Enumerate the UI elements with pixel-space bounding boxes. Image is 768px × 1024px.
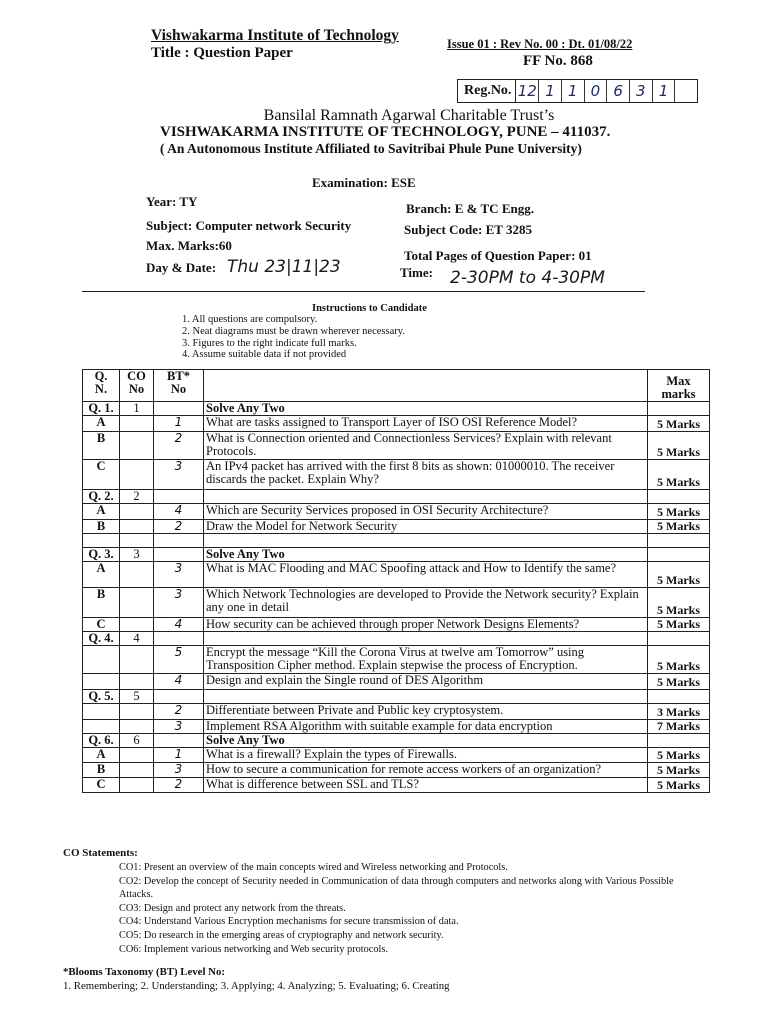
question-row (83, 562, 710, 588)
question-number (83, 720, 120, 734)
reg-digit: 1 (653, 80, 676, 102)
time-value: 2-30PM to 4-30PM (450, 268, 605, 288)
ff-number: FF No. 868 (523, 53, 593, 69)
reg-digit: 12 (516, 80, 539, 102)
question-text (204, 632, 648, 646)
co-number (120, 520, 154, 534)
question-number: A (83, 748, 120, 763)
bt-level: 3 (154, 562, 204, 588)
question-row (83, 504, 710, 520)
co-number (120, 748, 154, 763)
co-number (120, 763, 154, 778)
question-row (83, 618, 710, 632)
co-number (120, 504, 154, 520)
co-number (120, 562, 154, 588)
question-number (83, 704, 120, 720)
trust-name: Bansilal Ramnath Agarwal Charitable Trust’s (263, 107, 555, 124)
question-number: B (83, 763, 120, 778)
reg-label: Reg.No. (458, 80, 516, 102)
question-marks: 5 Marks (648, 562, 710, 588)
question-number: Q. 1. (83, 402, 120, 416)
question-text: What are tasks assigned to Transport Layer of ISO OSI Reference Model? (204, 416, 648, 432)
question-marks: 5 Marks (648, 520, 710, 534)
time-label: Time: (400, 265, 433, 280)
question-marks: 5 Marks (648, 646, 710, 674)
co-number (120, 588, 154, 618)
question-text: How to secure a communication for remote access workers of an organization? (204, 763, 648, 778)
question-text: Which Network Technologies are developed to Provide the Network security? Explain any one in detail (204, 588, 648, 618)
question-row (83, 748, 710, 763)
max-marks: Max. Marks:60 (146, 238, 232, 253)
question-marks: 5 Marks (648, 674, 710, 690)
co-number (120, 674, 154, 690)
question-marks: 5 Marks (648, 416, 710, 432)
question-number: A (83, 562, 120, 588)
question-text: Design and explain the Single round of DES Algorithm (204, 674, 648, 690)
bt-level: 2 (154, 432, 204, 460)
bt-level: 5 (154, 646, 204, 674)
question-marks (648, 534, 710, 548)
year: Year: TY (146, 194, 198, 209)
co-number: 5 (120, 690, 154, 704)
registration-number-box (457, 79, 698, 103)
paper-title: Title : Question Paper (151, 45, 293, 61)
question-number: Q. 2. (83, 490, 120, 504)
question-text: Which are Security Services proposed in OSI Security Architecture? (204, 504, 648, 520)
question-text: What is difference between SSL and TLS? (204, 778, 648, 793)
question-row (83, 704, 710, 720)
question-row (83, 490, 710, 504)
co-number (120, 778, 154, 793)
question-number: C (83, 618, 120, 632)
bt-level: 3 (154, 588, 204, 618)
question-marks: 5 Marks (648, 618, 710, 632)
total-pages: Total Pages of Question Paper: 01 (404, 248, 592, 263)
header-question (204, 370, 648, 402)
question-number: Q. 5. (83, 690, 120, 704)
institute-name: Vishwakarma Institute of Technology (151, 27, 399, 44)
co-number: 1 (120, 402, 154, 416)
question-number: C (83, 778, 120, 793)
question-row (83, 588, 710, 618)
header-co-number: CO No (120, 370, 154, 402)
question-text: Solve Any Two (204, 734, 648, 748)
blooms-title: *Blooms Taxonomy (BT) Level No: (63, 966, 225, 978)
co-statement: CO4: Understand Various Encryption mechanisms for secure transmission of data. (119, 916, 459, 928)
instructions-title: Instructions to Candidate (312, 303, 427, 314)
day-date-value: Thu 23|11|23 (227, 257, 341, 277)
instruction-item: 2. Neat diagrams must be drawn wherever necessary. (182, 325, 405, 337)
instruction-item: 1. All questions are compulsory. (182, 314, 318, 325)
co-number (120, 618, 154, 632)
co-number (120, 720, 154, 734)
question-number (83, 646, 120, 674)
co-statements-title: CO Statements: (63, 847, 138, 859)
reg-digit: 3 (630, 80, 653, 102)
header-max-marks: Max marks (648, 370, 710, 402)
reg-digit: 1 (562, 80, 585, 102)
blooms-levels: 1. Remembering; 2. Understanding; 3. Applying; 4. Analyzing; 5. Evaluating; 6. Creating (63, 980, 450, 992)
question-row (83, 402, 710, 416)
header-bt-number: BT* No (154, 370, 204, 402)
question-row (83, 548, 710, 562)
question-text: What is MAC Flooding and MAC Spoofing attack and How to Identify the same? (204, 562, 648, 588)
bt-level: 4 (154, 618, 204, 632)
day-date-label: Day & Date: (146, 260, 217, 275)
question-number: Q. 3. (83, 548, 120, 562)
question-row (83, 778, 710, 793)
question-text: Draw the Model for Network Security (204, 520, 648, 534)
question-number (83, 534, 120, 548)
co-statements-list (119, 861, 679, 956)
divider (82, 291, 645, 292)
question-marks (648, 490, 710, 504)
question-row (83, 460, 710, 490)
question-text (204, 690, 648, 704)
reg-digit: 1 (539, 80, 562, 102)
question-text: Implement RSA Algorithm with suitable example for data encryption (204, 720, 648, 734)
question-number: A (83, 416, 120, 432)
question-number: B (83, 432, 120, 460)
bt-level: 3 (154, 460, 204, 490)
question-marks: 5 Marks (648, 588, 710, 618)
reg-digit: 0 (585, 80, 608, 102)
question-text: Encrypt the message “Kill the Corona Virus at twelve am Tomorrow” using Transposition Cipher method. Explain stepwise the process of Encryption. (204, 646, 648, 674)
question-text: How security can be achieved through proper Network Designs Elements? (204, 618, 648, 632)
co-number: 2 (120, 490, 154, 504)
bt-level (154, 490, 204, 504)
question-row (83, 416, 710, 432)
co-statement: CO5: Do research in the emerging areas of cryptography and network security. (119, 929, 444, 941)
question-text: Differentiate between Private and Public key cryptosystem. (204, 704, 648, 720)
question-text (204, 534, 648, 548)
co-number (120, 460, 154, 490)
question-marks: 5 Marks (648, 432, 710, 460)
co-number (120, 704, 154, 720)
co-statement: CO3: Design and protect any network from the threats. (119, 902, 346, 914)
question-row (83, 646, 710, 674)
subject-code: Subject Code: ET 3285 (404, 222, 532, 237)
reg-digit (675, 80, 697, 102)
institute-full-name: VISHWAKARMA INSTITUTE OF TECHNOLOGY, PUNE – 411037. (160, 124, 611, 140)
bt-level: 3 (154, 720, 204, 734)
reg-digit: 6 (607, 80, 630, 102)
question-marks (648, 690, 710, 704)
question-number: B (83, 588, 120, 618)
question-text: Solve Any Two (204, 548, 648, 562)
question-row (83, 734, 710, 748)
bt-level (154, 734, 204, 748)
bt-level: 2 (154, 520, 204, 534)
instructions-list (182, 314, 405, 361)
question-marks (648, 632, 710, 646)
subject: Subject: Computer network Security (146, 218, 352, 233)
bt-level: 3 (154, 763, 204, 778)
instruction-item: 4. Assume suitable data if not provided (182, 349, 347, 361)
question-row (83, 432, 710, 460)
header-question-number: Q. N. (83, 370, 120, 402)
question-row (83, 720, 710, 734)
co-number (120, 534, 154, 548)
question-marks (648, 548, 710, 562)
question-marks: 5 Marks (648, 748, 710, 763)
question-row (83, 674, 710, 690)
co-statement: CO6: Implement various networking and Web security protocols. (119, 943, 388, 955)
question-table (82, 369, 710, 793)
question-number: Q. 4. (83, 632, 120, 646)
question-marks: 5 Marks (648, 504, 710, 520)
question-text: Solve Any Two (204, 402, 648, 416)
branch: Branch: E & TC Engg. (406, 201, 534, 216)
co-number (120, 432, 154, 460)
bt-level: 4 (154, 674, 204, 690)
question-row (83, 690, 710, 704)
question-marks (648, 734, 710, 748)
issue-line: Issue 01 : Rev No. 00 : Dt. 01/08/22 (447, 37, 633, 51)
co-statement: CO1: Present an overview of the main concepts wired and Wireless networking and Protocols. (119, 862, 508, 873)
question-marks (648, 402, 710, 416)
co-number: 3 (120, 548, 154, 562)
bt-level (154, 534, 204, 548)
question-row (83, 534, 710, 548)
question-rows (83, 402, 710, 793)
question-row (83, 520, 710, 534)
question-marks: 7 Marks (648, 720, 710, 734)
question-text (204, 490, 648, 504)
bt-level: 2 (154, 704, 204, 720)
bt-level: 1 (154, 416, 204, 432)
bt-level (154, 548, 204, 562)
co-number (120, 416, 154, 432)
question-marks: 3 Marks (648, 704, 710, 720)
bt-level (154, 402, 204, 416)
question-marks: 5 Marks (648, 778, 710, 793)
question-number: A (83, 504, 120, 520)
question-number: B (83, 520, 120, 534)
instruction-item: 3. Figures to the right indicate full marks. (182, 337, 357, 349)
bt-level: 4 (154, 504, 204, 520)
question-text: What is a firewall? Explain the types of Firewalls. (204, 748, 648, 763)
question-number: C (83, 460, 120, 490)
bt-level (154, 690, 204, 704)
co-number (120, 646, 154, 674)
question-marks: 5 Marks (648, 460, 710, 490)
co-number: 6 (120, 734, 154, 748)
question-number: Q. 6. (83, 734, 120, 748)
question-row (83, 632, 710, 646)
question-text: An IPv4 packet has arrived with the first 8 bits as shown: 01000010. The receiver discards the packet. Explain Why? (204, 460, 648, 490)
co-number: 4 (120, 632, 154, 646)
bt-level: 1 (154, 748, 204, 763)
examination-type: Examination: ESE (312, 175, 416, 190)
bt-level: 2 (154, 778, 204, 793)
question-text: What is Connection oriented and Connectionless Services? Explain with relevant Protocols. (204, 432, 648, 460)
question-number (83, 674, 120, 690)
bt-level (154, 632, 204, 646)
co-statement: CO2: Develop the concept of Security needed in Communication of data through computers and networks along with Various Possible Attacks. (119, 875, 674, 901)
question-marks: 5 Marks (648, 763, 710, 778)
question-row (83, 763, 710, 778)
affiliation-line: ( An Autonomous Institute Affiliated to Savitribai Phule Pune University) (160, 141, 582, 156)
